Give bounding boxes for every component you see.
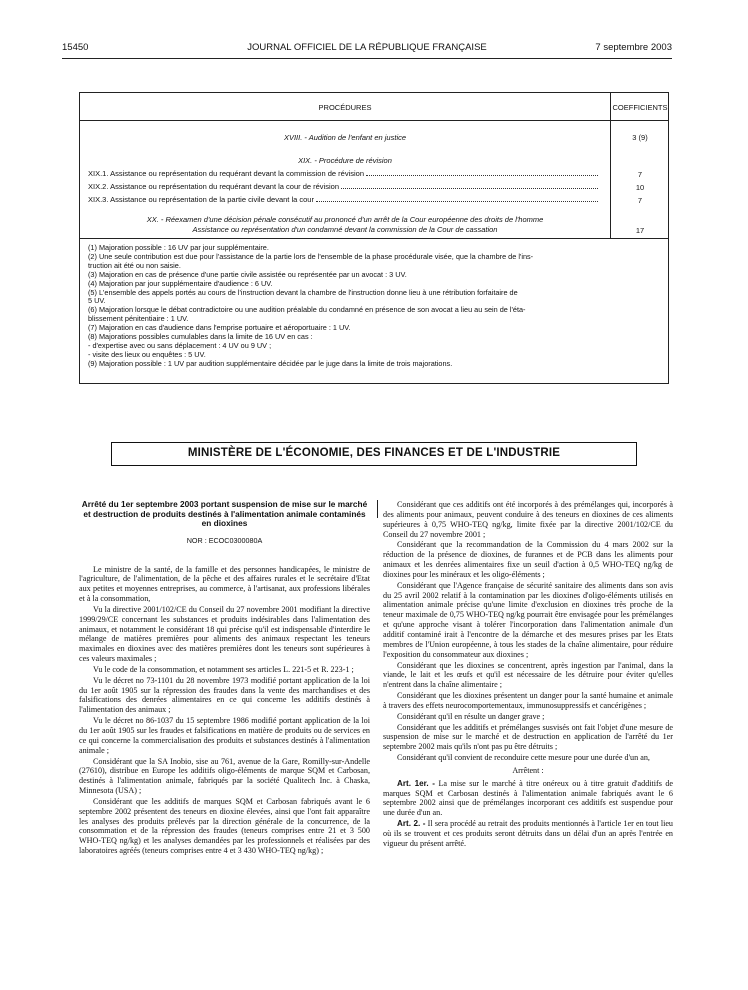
row-xx-coef: 17: [635, 226, 645, 235]
paragraph: Considérant que les dioxines présentent un danger pour la santé humaine et animale à travers des effets neurocomportementaux, immunosuppressifs et cancérigènes ;: [383, 691, 673, 710]
note-line: - d'expertise avec ou sans déplacement : 4 UV ou 9 UV ;: [88, 340, 272, 350]
table-row: [88, 182, 600, 191]
note-line: (7) Majoration en cas d'audience dans l'emprise portuaire et aéroportuaire : 1 UV.: [88, 323, 351, 333]
note-line: (3) Majoration en cas de présence d'une partie civile assistée ou représentée par un avocat : 3 UV.: [88, 269, 407, 279]
paragraph: Considérant que les dioxines se concentrent, après ingestion par l'animal, dans la viande, le lait et les œufs et qu'il est nécessaire de les détruire pour éviter qu'elles n'entrent dans la chaîne alimentaire ;: [383, 660, 673, 690]
article-1-label: Art. 1er. -: [397, 778, 436, 788]
paragraph: Considérant qu'il en résulte un danger grave ;: [397, 711, 545, 721]
note-line: (8) Majorations possibles cumulables dans la limite de 16 UV en cas :: [88, 332, 313, 342]
note-line: (9) Majoration possible : 1 UV par audition supplémentaire décidée par le juge dans la limite de trois majorations.: [88, 358, 453, 368]
page-header: [62, 42, 672, 56]
row-xx-line2: Assistance ou représentation d'un condamné devant la commission de la Cour de cassation: [192, 225, 498, 234]
paragraph: Considérant que les additifs de marques SQM et Carbosan fabriqués avant le 6 septembre 2002 présentent des teneurs en dioxine élevées, ainsi que l'ont fait apparaître les analyses des produits prélevés par la direction générale de la concurrence, de la consommation et de la répression des fraudes (teneurs comprises entre 21 et 3 500 WHO-TEQ ng/kg) et les analyses demandées par les professionnels et réalisées par des laboratoires agréés (teneurs comprises entre 4 et 3 430 WHO-TEQ ng/kg) ;: [79, 796, 370, 856]
paragraph: Considérant que les additifs et prémélanges susvisés ont fait l'objet d'une mesure de suspension de mise sur le marché et de destruction en application de l'arrêté du 1er septembre 2002 mais qu'ils n'ont pas pu être détruits ;: [383, 722, 673, 752]
paragraph: Vu le code de la consommation, et notamment ses articles L. 221-5 et R. 223-1 ;: [93, 664, 354, 674]
table-notes: [88, 244, 663, 369]
note-line: blissement pénitentiaire : 1 UV.: [88, 314, 189, 324]
paragraph: Considérant que ces additifs ont été incorporés à des prémélanges qui, incorporés à des aliments pour animaux, peuvent conduire à des teneurs en dioxines de ces aliments supérieures à 0,75 WHO-TEQ ng/kg, limite fixée par la directive 2001/102/CE du Conseil du 27 novembre 2001 ;: [383, 500, 673, 539]
paragraph: Considérant que la recommandation de la Commission du 4 mars 2002 sur la réduction de la présence de dioxines, de furannes et de PCB dans les aliments pour animaux et les denrées alimentaires fixe un seuil d'action à 0,5 WHO-TEQ ng/kg de dioxines pour les minéraux et les oligo-éléments ;: [383, 540, 673, 579]
row-xviii-coef: 3 (9): [632, 133, 648, 142]
paragraph: Considérant que la SA Inobio, sise au 761, avenue de la Gare, Romilly-sur-Andelle (27610), distribue en Europe les additifs oligo-éléments de marque SQM et Carbosan, destinés à l'alimentation animale, fabriqués par la société Qualitech Inc. à Chaska, Minnesota (USA) ;: [79, 756, 370, 796]
column-separator: [377, 500, 378, 518]
paragraph: Considérant qu'il convient de reconduire cette mesure pour une durée d'un an,: [397, 753, 650, 763]
table-row: [88, 169, 600, 178]
note-line: (2) Une seule contribution est due pour l'assistance de la partie lors de l'ensemble de la phase procédurale visée, que la chambre de l'ins-: [88, 251, 534, 261]
right-column: [383, 500, 673, 850]
paragraph: Vu le décret no 86-1037 du 15 septembre 1986 modifié portant application de la loi du 1er août 1905 sur les fraudes et falsifications en matière de produits ou de services en ce qui concerne la commercialisation des produits et substances destinés à l'alimentation animale ;: [79, 716, 370, 755]
row-label: XIX.3. Assistance ou représentation de la partie civile devant la cour: [88, 195, 314, 204]
article-1-text: La mise sur le marché à titre onéreux ou à titre gratuit d'additifs de marques SQM et Carbosan destinés à l'alimentation animale fabriqués avant le 6 septembre 2002 ainsi que de prémélanges incorporant ces additifs est suspendue pour une durée d'un an.: [383, 778, 673, 818]
leader-dots: [341, 187, 598, 189]
header-rule: [62, 58, 672, 59]
note-line: 5 UV.: [88, 296, 106, 306]
row-xviii-label: XVIII. - Audition de l'enfant en justice: [283, 133, 407, 142]
row-coef: 7: [637, 170, 643, 179]
article-1: [383, 779, 673, 818]
row-coef: 10: [635, 183, 645, 192]
row-xx-line1: XX. - Réexamen d'une décision pénale consécutif au prononcé d'un arrêt de la Cour européenne des droits de l'homme: [146, 215, 544, 224]
article-2-label: Art. 2. -: [397, 819, 426, 829]
table-row: [88, 195, 600, 204]
row-xix-title: XIX. - Procédure de révision: [298, 156, 392, 165]
article-2-text: Il sera procédé au retrait des produits mentionnés à l'article 1er en tout lieu où ils se trouvent et ces produits seront détruits dans un délai d'un an après l'entrée en vigueur du présent arrêté.: [383, 819, 673, 848]
arretent-heading: Arrêtent :: [512, 765, 544, 775]
note-line: (6) Majoration lorsque le débat contradictoire ou une audition préalable du condamné en présence de son avocat a lieu au sein de l'éta-: [88, 305, 526, 315]
row-label: XIX.2. Assistance ou représentation du requérant devant la cour de révision: [88, 182, 339, 191]
publication-date: 7 septembre 2003: [595, 42, 672, 53]
paragraph: Vu le décret no 73-1101 du 28 novembre 1973 modifié portant application de la loi du 1er août 1905 sur la répression des fraudes dans la vente des marchandises et des falsifications des denrées alimentaires en ce qui concerne les additifs destinés à l'alimentation des animaux ;: [79, 675, 370, 715]
nor-reference: NOR : ECOC0300080A: [186, 535, 263, 545]
col-coefficients: COEFFICIENTS: [612, 103, 668, 112]
leader-dots: [316, 200, 598, 202]
paragraph: Le ministre de la santé, de la famille et des personnes handicapées, le ministre de l'agriculture, de l'alimentation, de la pêche et des affaires rurales et le secrétaire d'Etat aux petites et moyennes entreprises, au commerce, à l'artisanat, aux professions libérales et à la consommation,: [79, 564, 370, 604]
note-line: (5) L'ensemble des appels portés au cours de l'instruction devant la chambre de l'instruction donne lieu à une rétribution forfaitaire de: [88, 287, 518, 297]
note-line: (1) Majoration possible : 16 UV par jour supplémentaire.: [88, 243, 269, 252]
table-header: [80, 93, 668, 121]
ministry-heading: MINISTÈRE DE L'ÉCONOMIE, DES FINANCES ET DE L'INDUSTRIE: [111, 442, 637, 466]
procedures-table: [79, 92, 669, 384]
row-label: XIX.1. Assistance ou représentation du requérant devant la commission de révision: [88, 169, 364, 178]
page-number: 15450: [62, 42, 89, 53]
paragraph: Considérant que l'Agence française de sécurité sanitaire des aliments dans son avis du 25 avril 2002 relatif à la contamination par les dioxines d'oligo-éléments utilisés en alimentation animale précise qu'une limite d'exclusion en dioxines très proche de la teneur maximale de 0,75 WHO-TEQ ng/kg pourrait être envisagée pour les prémélanges et qu'une approche visant à tolérer l'incorporation dans l'alimentation animale d'un additif contaminé irait à l'encontre de la démarche et des mesures prises par les Etats membres de l'Union européenne, à tous les stades de la chaîne alimentaire, pour réduire l'exposition du consommateur aux dioxines ;: [383, 580, 673, 659]
article-2: [383, 819, 673, 849]
notes-divider: [80, 238, 668, 239]
arrete-title: Arrêté du 1er septembre 2003 portant suspension de mise sur le marché et destruction de produits destinés à l'alimentation animale contaminés en dioxines: [81, 499, 368, 528]
left-column: [79, 500, 370, 857]
note-line: - visite des lieux ou enquêtes : 5 UV.: [88, 349, 206, 359]
note-line: truction ait été ou non saisie.: [88, 260, 181, 270]
note-line: (4) Majoration par jour supplémentaire d'audience : 6 UV.: [88, 278, 273, 288]
paragraph: Vu la directive 2001/102/CE du Conseil du 27 novembre 2001 modifiant la directive 1999/29/CE concernant les substances et produits indésirables dans l'alimentation des animaux, et notamment le considérant 18 qui précise qu'il est indispensable d'interdire le mélange de matières premières pour aliments des animaux respectant les teneurs maximales en dioxines avec des matières premières dont les teneurs sont supérieures à ces valeurs maximales ;: [79, 604, 370, 664]
journal-title: JOURNAL OFFICIEL DE LA RÉPUBLIQUE FRANÇAISE: [247, 42, 487, 53]
col-procedures: PROCÉDURES: [318, 103, 372, 112]
leader-dots: [366, 174, 598, 176]
column-divider: [610, 93, 611, 238]
row-coef: 7: [637, 196, 643, 205]
